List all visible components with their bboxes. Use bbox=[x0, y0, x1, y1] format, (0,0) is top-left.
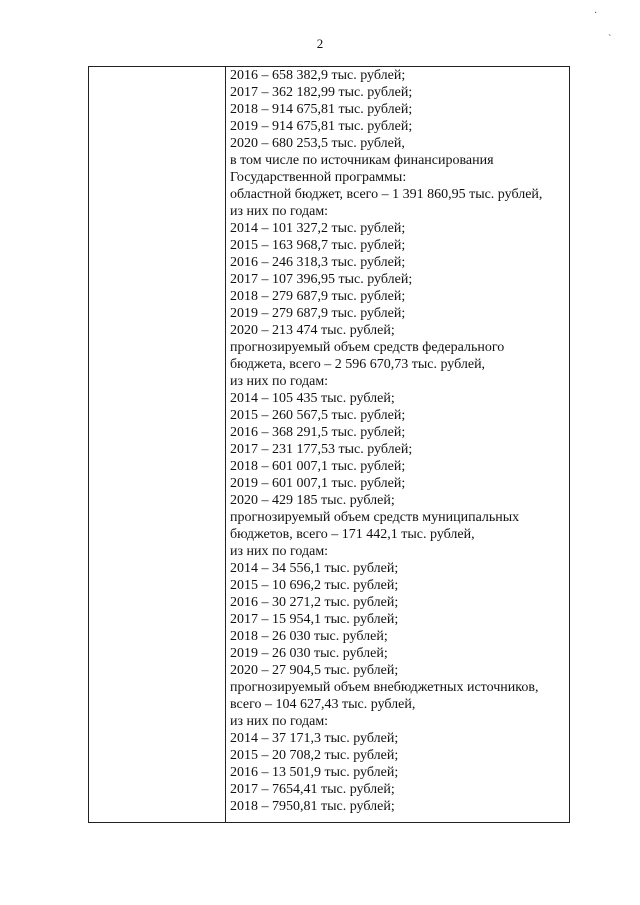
funding-line: из них по годам: bbox=[230, 544, 329, 559]
funding-line: 2020 – 429 185 тыс. рублей; bbox=[230, 493, 395, 508]
funding-line: всего – 104 627,43 тыс. рублей, bbox=[230, 697, 416, 712]
funding-line: 2015 – 260 567,5 тыс. рублей; bbox=[230, 408, 406, 423]
funding-line: 2014 – 105 435 тыс. рублей; bbox=[230, 391, 395, 406]
funding-line: 2016 – 30 271,2 тыс. рублей; bbox=[230, 595, 399, 610]
funding-line: 2018 – 7950,81 тыс. рублей; bbox=[230, 799, 395, 814]
funding-line: 2016 – 368 291,5 тыс. рублей; bbox=[230, 425, 406, 440]
funding-table bbox=[88, 66, 570, 823]
table-label-column bbox=[89, 67, 226, 822]
funding-line: прогнозируемый объем внебюджетных источников, bbox=[230, 680, 539, 695]
funding-line: в том числе по источникам финансирования bbox=[230, 153, 494, 168]
funding-line: 2017 – 231 177,53 тыс. рублей; bbox=[230, 442, 413, 457]
funding-line: 2014 – 37 171,3 тыс. рублей; bbox=[230, 731, 399, 746]
funding-line: 2018 – 601 007,1 тыс. рублей; bbox=[230, 459, 406, 474]
funding-line: Государственной программы: bbox=[230, 170, 407, 185]
funding-line: 2017 – 15 954,1 тыс. рублей; bbox=[230, 612, 399, 627]
funding-line: из них по годам: bbox=[230, 374, 329, 389]
funding-line: 2019 – 26 030 тыс. рублей; bbox=[230, 646, 388, 661]
funding-line: 2019 – 601 007,1 тыс. рублей; bbox=[230, 476, 406, 491]
funding-line: 2018 – 26 030 тыс. рублей; bbox=[230, 629, 388, 644]
funding-line: 2020 – 27 904,5 тыс. рублей; bbox=[230, 663, 399, 678]
funding-line: бюджета, всего – 2 596 670,73 тыс. рублей, bbox=[230, 357, 486, 372]
funding-line: 2016 – 13 501,9 тыс. рублей; bbox=[230, 765, 399, 780]
funding-line: 2017 – 7654,41 тыс. рублей; bbox=[230, 782, 395, 797]
funding-line: прогнозируемый объем средств муниципальных bbox=[230, 510, 520, 525]
funding-line: 2019 – 914 675,81 тыс. рублей; bbox=[230, 119, 413, 134]
funding-line: из них по годам: bbox=[230, 714, 329, 729]
funding-line: 2015 – 10 696,2 тыс. рублей; bbox=[230, 578, 399, 593]
funding-line: 2016 – 246 318,3 тыс. рублей; bbox=[230, 255, 406, 270]
page-number: 2 bbox=[316, 36, 324, 51]
funding-line: 2014 – 34 556,1 тыс. рублей; bbox=[230, 561, 399, 576]
funding-line: из них по годам: bbox=[230, 204, 329, 219]
funding-line: 2014 – 101 327,2 тыс. рублей; bbox=[230, 221, 406, 236]
funding-line: 2015 – 163 968,7 тыс. рублей; bbox=[230, 238, 406, 253]
funding-line: 2017 – 107 396,95 тыс. рублей; bbox=[230, 272, 413, 287]
funding-line: 2020 – 213 474 тыс. рублей; bbox=[230, 323, 395, 338]
funding-line: прогнозируемый объем средств федерального bbox=[230, 340, 505, 355]
scan-speck: · bbox=[594, 8, 598, 19]
funding-line: 2020 – 680 253,5 тыс. рублей, bbox=[230, 136, 405, 151]
funding-line: 2015 – 20 708,2 тыс. рублей; bbox=[230, 748, 399, 763]
funding-line: бюджетов, всего – 171 442,1 тыс. рублей, bbox=[230, 527, 475, 542]
funding-line: 2017 – 362 182,99 тыс. рублей; bbox=[230, 85, 413, 100]
scan-speck: ` bbox=[608, 34, 612, 45]
funding-line: 2018 – 279 687,9 тыс. рублей; bbox=[230, 289, 406, 304]
funding-line: областной бюджет, всего – 1 391 860,95 тыс. рублей, bbox=[230, 187, 543, 202]
funding-line: 2019 – 279 687,9 тыс. рублей; bbox=[230, 306, 406, 321]
table-value-column bbox=[226, 67, 569, 815]
funding-line: 2016 – 658 382,9 тыс. рублей; bbox=[230, 68, 406, 83]
funding-line: 2018 – 914 675,81 тыс. рублей; bbox=[230, 102, 413, 117]
